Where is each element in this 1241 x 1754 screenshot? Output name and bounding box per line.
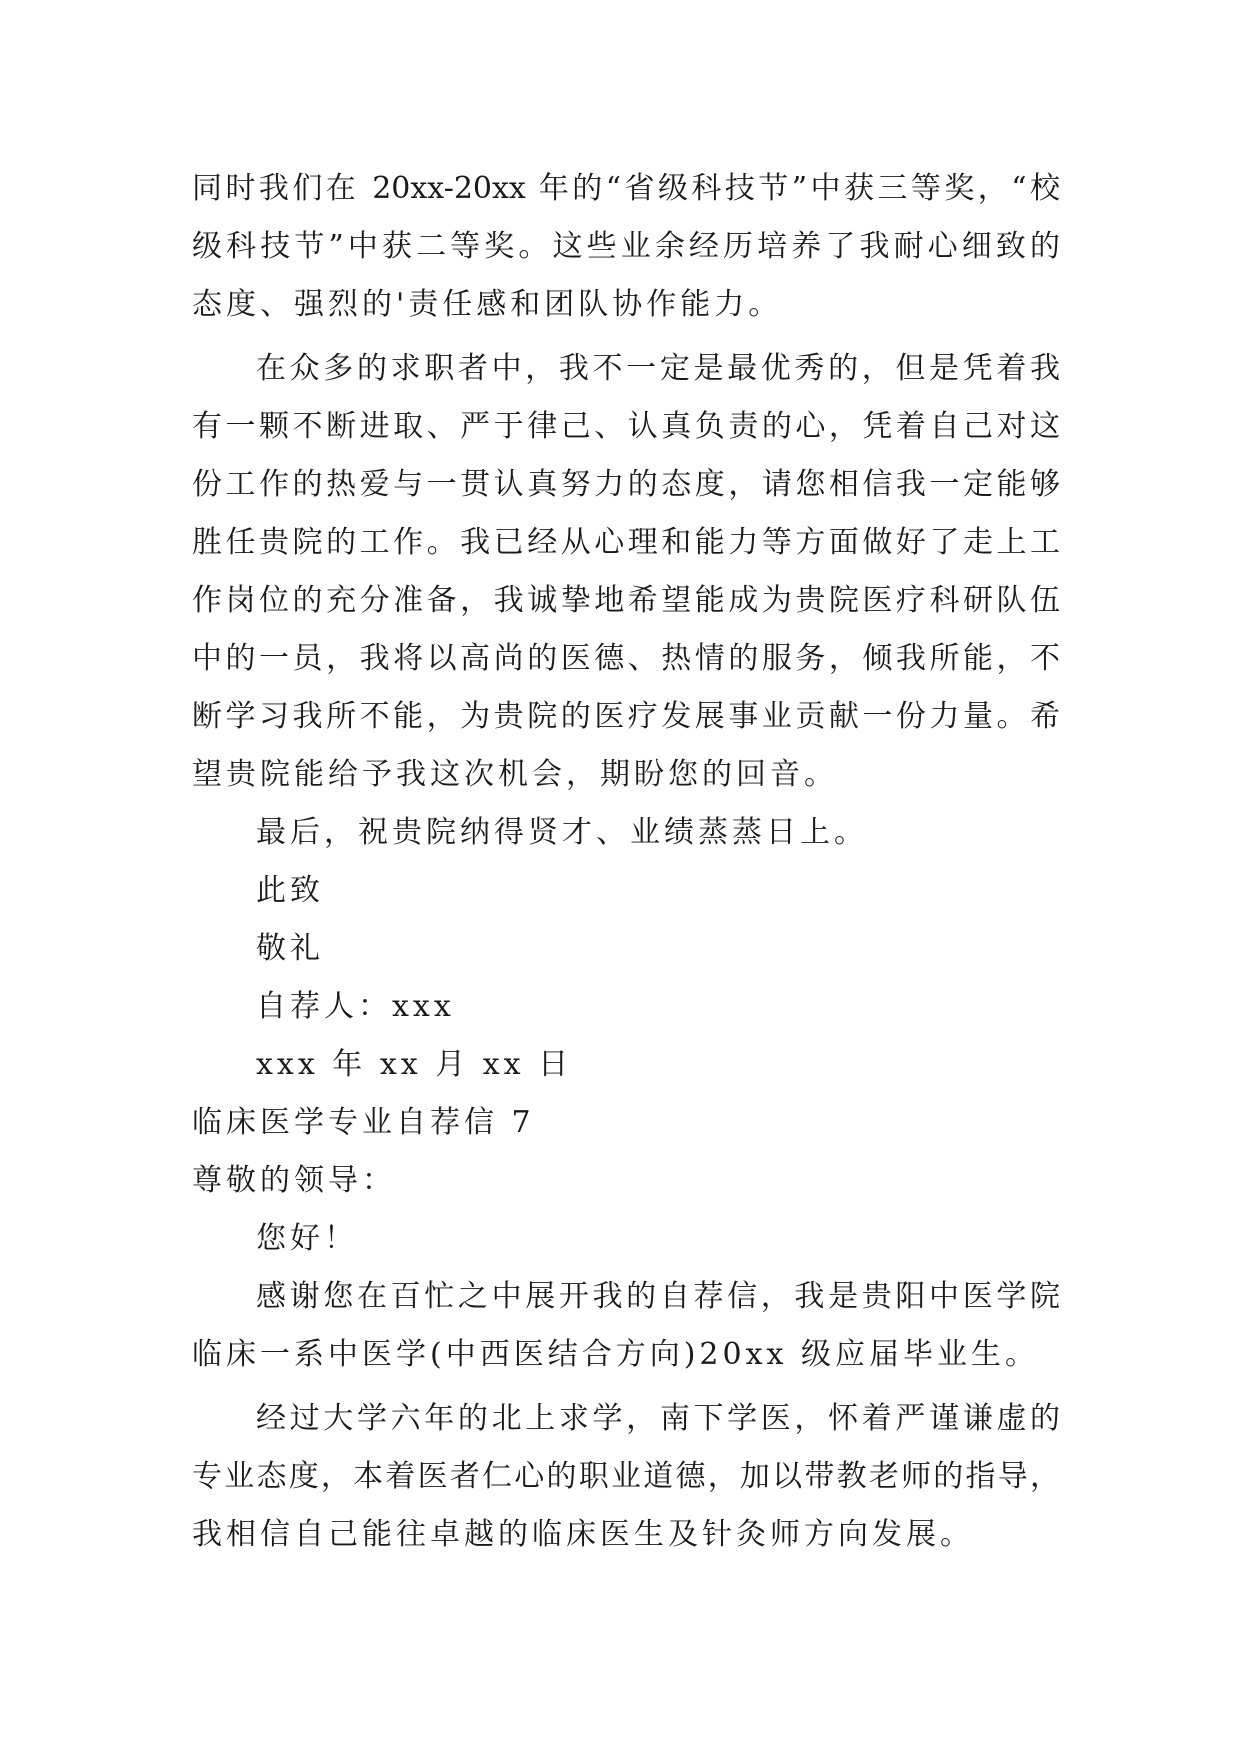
text-line: 感谢您在百忙之中展开我的自荐信，我是贵阳中医学院	[256, 1279, 1060, 1314]
text-line: 份工作的热爱与一贯认真努力的态度，请您相信我一定能够	[192, 467, 1060, 502]
text-line: 胜任贵院的工作。我已经从心理和能力等方面做好了走上工	[192, 525, 1060, 560]
letter-body	[192, 160, 1060, 1564]
text-line: 有一颗不断进取、严于律己、认真负责的心，凭着自己对这	[192, 409, 1060, 444]
text-line: 临床一系中医学(中西医结合方向)20xx 级应届毕业生。	[192, 1337, 1039, 1372]
section-title: 临床医学专业自荐信 7	[192, 1105, 535, 1140]
greeting-recipient: 尊敬的领导：	[192, 1163, 396, 1198]
salutation-close: 此致	[256, 873, 324, 908]
text-line: 经过大学六年的北上求学，南下学医，怀着严谨谦虚的	[256, 1401, 1060, 1436]
date: xxx 年 xx 月 xx 日	[256, 1047, 573, 1082]
salutation-regards: 敬礼	[256, 931, 324, 966]
text-line: 态度、强烈的'责任感和团队协作能力。	[192, 287, 783, 322]
text-line: 专业态度，本着医者仁心的职业道德，加以带教老师的指导，	[192, 1459, 1060, 1494]
closing-wish: 最后，祝贵院纳得贤才、业绩蒸蒸日上。	[256, 815, 868, 850]
text-line: 作岗位的充分准备，我诚挚地希望能成为贵院医疗科研队伍	[192, 583, 1060, 618]
text-line: 中的一员，我将以高尚的医德、热情的服务，倾我所能，不	[192, 641, 1060, 676]
text-line: 级科技节”中获二等奖。这些业余经历培养了我耐心细致的	[192, 229, 1060, 264]
text-line: 我相信自己能往卓越的临床医生及针灸师方向发展。	[192, 1517, 974, 1552]
text-line: 断学习我所不能，为贵院的医疗发展事业贡献一份力量。希	[192, 699, 1060, 734]
greeting: 您好！	[256, 1221, 358, 1256]
text-line: 同时我们在 20xx-20xx 年的“省级科技节”中获三等奖，“校	[192, 171, 1060, 206]
text-line: 在众多的求职者中，我不一定是最优秀的，但是凭着我	[256, 351, 1060, 386]
text-line: 望贵院能给予我这次机会，期盼您的回音。	[192, 757, 838, 792]
signature: 自荐人：xxx	[256, 989, 455, 1024]
